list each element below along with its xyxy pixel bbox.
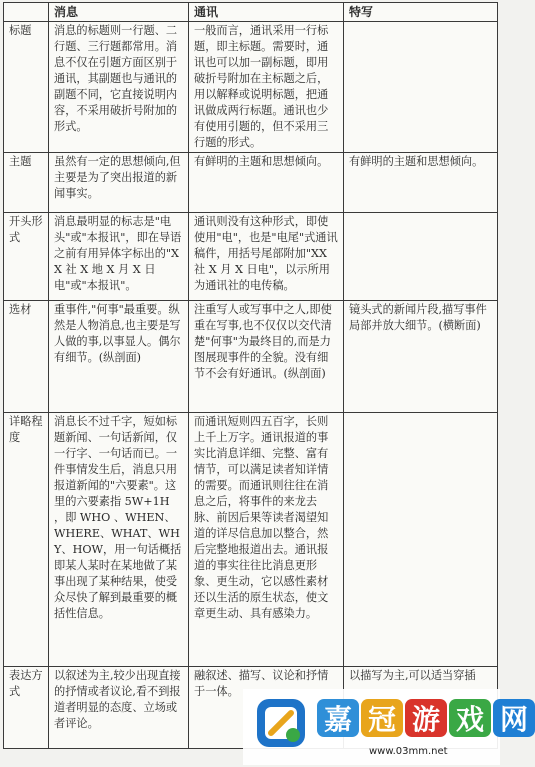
table-cell: 以描写为主,可以适当穿插 — [344, 667, 498, 749]
header-texie: 特写 — [344, 3, 498, 22]
table-cell: 通讯则没有这种形式，即使使用"电"，也是"电尾"式通讯稿件，用括号尾部附加"XX 社 X 月 X 日电"，以示所用为通讯社的电传稿。 — [189, 213, 344, 301]
table-cell: 有鲜明的主题和思想倾向。 — [189, 153, 344, 213]
site-watermark — [243, 683, 528, 765]
row-label-expression: 表达方式 — [4, 667, 49, 749]
table-cell: 融叙述、描写、议论和抒情于一体。 — [189, 667, 344, 749]
table-row — [4, 301, 498, 413]
watermark-url: www.03mm.net — [369, 746, 448, 757]
table-cell: 以叙述为主,较少出现直接的抒情或者议论,看不到报道者明显的态度、立场或者评论。 — [49, 667, 189, 749]
row-label-material: 选材 — [4, 301, 49, 413]
watermark-char: 嘉 — [317, 699, 359, 737]
row-label-detail: 详略程度 — [4, 413, 49, 667]
table-cell — [344, 213, 498, 301]
watermark-char: 游 — [405, 699, 447, 737]
table-row — [4, 22, 498, 153]
row-label-theme: 主题 — [4, 153, 49, 213]
row-label-title: 标题 — [4, 22, 49, 153]
table-cell: 一般而言，通讯采用一行标题，即主标题。需要时，通讯也可以加一副标题，即用破折号附加在主标题之后，用以解释或说明标题，把通讯做成两行标题。通讯也少有使用引题的，但不采用三行题的形式。 — [189, 22, 344, 153]
watermark-char: 网 — [493, 699, 535, 737]
document-page — [3, 2, 497, 767]
table-row — [4, 153, 498, 213]
table-cell: 注重写人或写事中之人,即使重在写事,也不仅仅以交代清楚"何事"为最终目的,而是力图展现事件的全貌。没有细节不会有好通讯。(纵剖面) — [189, 301, 344, 413]
row-label-opening: 开头形式 — [4, 213, 49, 301]
header-tongxun: 通讯 — [189, 3, 344, 22]
header-xiaoxi: 消息 — [49, 3, 189, 22]
table-cell — [344, 22, 498, 153]
table-cell — [344, 413, 498, 667]
site-logo-icon — [251, 693, 311, 751]
table-cell: 有鲜明的主题和思想倾向。 — [344, 153, 498, 213]
table-row — [4, 213, 498, 301]
comparison-table — [3, 2, 498, 749]
watermark-char: 戏 — [449, 699, 491, 737]
table-cell: 镜头式的新闻片段,描写事件局部并放大细节。(横断面) — [344, 301, 498, 413]
table-cell: 虽然有一定的思想倾向,但主要是为了突出报道的新闻事实。 — [49, 153, 189, 213]
watermark-char: 冠 — [361, 699, 403, 737]
table-cell: 重事件,"何事"最重要。纵然是人物消息,也主要是写人做的事,以事显人。偶尔有细节。(纵剖面) — [49, 301, 189, 413]
table-row — [4, 413, 498, 667]
table-cell: 消息的标题则一行题、二行题、三行题都常用。消息不仅在引题方面区别于通讯，其副题也与通讯的副题不同，它直接说明内容，不采用破折号附加的形式。 — [49, 22, 189, 153]
header-corner — [4, 3, 49, 22]
watermark-title — [317, 699, 535, 737]
table-cell: 消息最明显的标志是"电头"或"本报讯"，即在导语之前有用异体字标出的"XX 社 X 地 X 月 X 日电"或"本报讯"。 — [49, 213, 189, 301]
table-header-row — [4, 3, 498, 22]
table-cell: 消息长不过千字，短如标题新闻、一句话新闻，仅一行字、一句话而已。一件事情发生后，消息只用报道新闻的"六要素"。这里的六要素指 5W+1H ，即 WHO 、WHEN、WHERE、WHAT、WHY、HOW，用一句话概括即某人某时在某地做了某事出现了某种结果，使受众尽快了解到最重要的概括性信息。 — [49, 413, 189, 667]
table-cell: 而通讯短则四五百字，长则上千上万字。通讯报道的事实比消息详细、完整、富有情节，可以满足读者知详情的需要。而通讯则往往在消息之后，将事件的来龙去脉、前因后果等读者渴望知道的详尽信息加以整合，然后完整地报道出去。通讯报道的事实往往比消息更形象、更生动，它以感性素材还以生活的原生状态，使文章更生动、具有感染力。 — [189, 413, 344, 667]
